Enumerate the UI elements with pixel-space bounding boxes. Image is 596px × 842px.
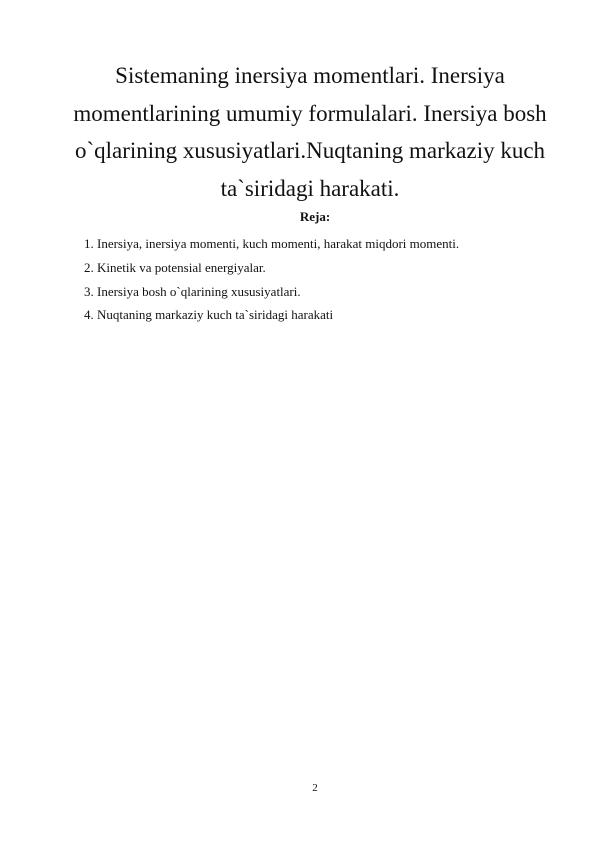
plan-item-1: 1. Inersiya, inersiya momenti, kuch momenti, harakat miqdori momenti. <box>84 236 460 251</box>
page-number: 2 <box>312 782 318 794</box>
plan-list <box>84 232 459 327</box>
plan-heading: Reja: <box>299 209 331 224</box>
plan-item-2: 2. Kinetik va potensial energiyalar. <box>84 259 266 275</box>
plan-item-3: 3. Inersiya bosh o`qlarining xususiyatlari. <box>84 283 301 299</box>
plan-item-4: 4. Nuqtaning markaziy kuch ta`siridagi harakati <box>84 307 334 323</box>
page-title: Sistemaning inersiya momentlari. Inersiya momentlarining umumiy formulalari. Inersiya bosh o`qlarining xususiyatlari.Nuqtaning markaziy kuch ta`siridagi harakati. <box>73 63 547 201</box>
